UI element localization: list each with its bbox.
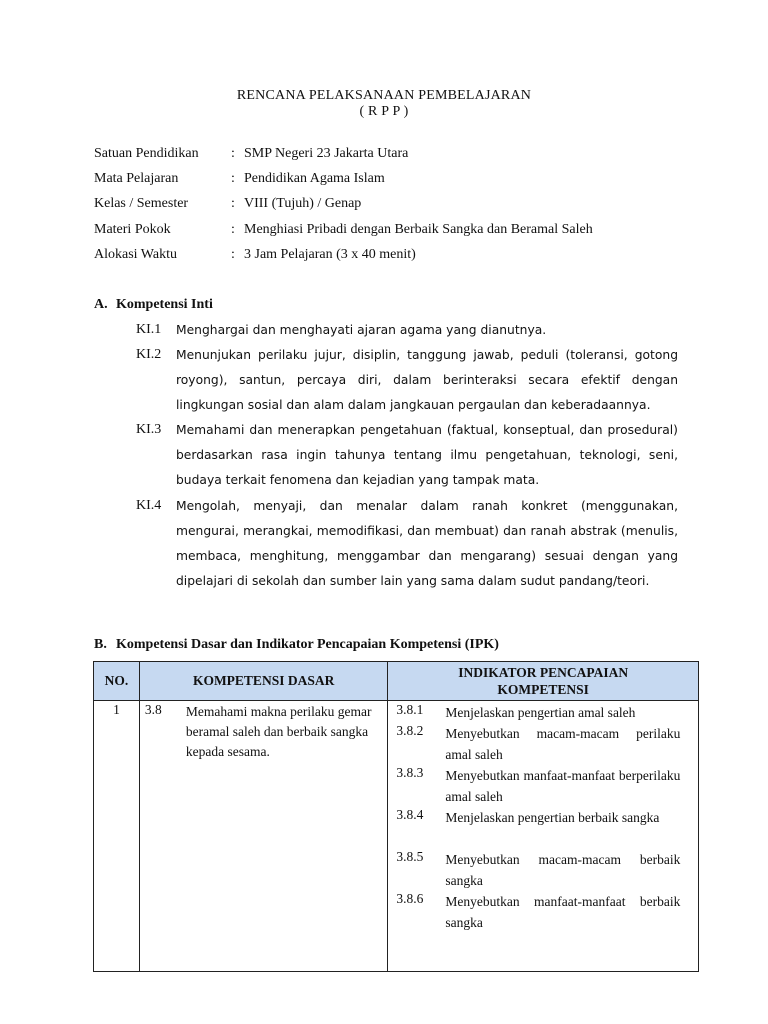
ki-code: KI.1 <box>136 322 162 337</box>
identity-colon: : <box>231 171 235 186</box>
ipk-cell <box>388 701 699 972</box>
indicator-text: Menyebutkan manfaat-manfaat berperilaku amal saleh <box>445 768 681 804</box>
section-letter: A. <box>94 297 108 312</box>
identity-colon: : <box>231 146 235 161</box>
identity-label: Satuan Pendidikan <box>94 146 199 161</box>
row-number: 1 <box>94 701 140 972</box>
kd-cell <box>139 701 387 972</box>
indicator-code: 3.8.6 <box>396 891 424 906</box>
ki-code: KI.4 <box>136 498 162 513</box>
indicator-text: Menjelaskan pengertian amal saleh <box>445 705 636 720</box>
indicator-text: Menyebutkan macam-macam perilaku amal saleh <box>445 726 681 762</box>
indicator-text: Menjelaskan pengertian berbaik sangka <box>445 810 660 825</box>
ki-text: Menunjukan perilaku jujur, disiplin, tanggung jawab, peduli (toleransi, gotong royong), santun, percaya diri, dalam berinteraksi secara efektif dengan lingkungan sosial dan alam dalam jangkauan pergaulan dan keberadaannya. <box>176 348 678 412</box>
identity-value: 3 Jam Pelajaran (3 x 40 menit) <box>244 247 416 262</box>
identity-label: Kelas / Semester <box>94 196 189 211</box>
identity-label: Mata Pelajaran <box>94 171 179 186</box>
indicator-code: 3.8.1 <box>396 702 424 717</box>
competency-table <box>93 661 699 972</box>
ki-text: Memahami dan menerapkan pengetahuan (faktual, konseptual, dan prosedural) berdasarkan rasa ingin tahunya tentang ilmu pengetahuan, teknologi, seni, budaya terkait fenomena dan kejadian yang tampak mata. <box>176 423 678 487</box>
header-ipk <box>388 662 699 701</box>
section-letter: B. <box>94 637 107 652</box>
header-no: NO. <box>94 662 140 701</box>
identity-colon: : <box>231 222 235 237</box>
identity-colon: : <box>231 196 235 211</box>
indicator-text: Menyebutkan manfaat-manfaat berbaik sangka <box>445 894 681 930</box>
indicator-code: 3.8.5 <box>396 849 424 864</box>
section-title: Kompetensi Dasar dan Indikator Pencapaian Kompetensi (IPK) <box>116 637 499 652</box>
kd-text: Memahami makna perilaku gemar beramal saleh dan berbaik sangka kepada sesama. <box>185 704 372 759</box>
identity-value: VIII (Tujuh) / Genap <box>244 196 362 211</box>
kd-code: 3.8 <box>144 702 162 717</box>
ki-text: Mengolah, menyaji, dan menalar dalam ranah konkret (menggunakan, mengurai, merangkai, memodifikasi, dan membuat) dan ranah abstrak (menulis, membaca, menghitung, menggambar dan mengarang) sesuai dengan yang dipelajari di sekolah dan sumber lain yang sama dalam sudut pandang/teori. <box>176 499 678 588</box>
ki-code: KI.2 <box>136 347 162 362</box>
header-kd: KOMPETENSI DASAR <box>139 662 387 701</box>
ki-code: KI.3 <box>136 422 162 437</box>
indicator-text: Menyebutkan macam-macam berbaik sangka <box>445 852 681 888</box>
indicator-code: 3.8.3 <box>396 765 424 780</box>
identity-label: Alokasi Waktu <box>94 247 177 262</box>
section-a-heading <box>94 297 213 313</box>
header-ipk-text: INDIKATOR PENCAPAIAN KOMPETENSI <box>458 665 629 697</box>
identity-value: Menghiasi Pribadi dengan Berbaik Sangka dan Beramal Saleh <box>244 222 593 237</box>
indicator-code: 3.8.2 <box>396 723 424 738</box>
identity-value: SMP Negeri 23 Jakarta Utara <box>244 146 409 161</box>
identity-label: Materi Pokok <box>94 222 171 237</box>
document-subtitle: ( R P P ) <box>359 104 409 119</box>
document-title: RENCANA PELAKSANAAN PEMBELAJARAN <box>236 88 532 103</box>
table-header-row <box>94 662 699 701</box>
identity-value: Pendidikan Agama Islam <box>244 171 385 186</box>
table-row <box>94 701 699 972</box>
identity-colon: : <box>231 247 235 262</box>
ki-text: Menghargai dan menghayati ajaran agama yang dianutnya. <box>176 323 547 337</box>
section-title: Kompetensi Inti <box>116 297 213 312</box>
indicator-code: 3.8.4 <box>396 807 424 822</box>
section-b-heading <box>94 637 499 653</box>
